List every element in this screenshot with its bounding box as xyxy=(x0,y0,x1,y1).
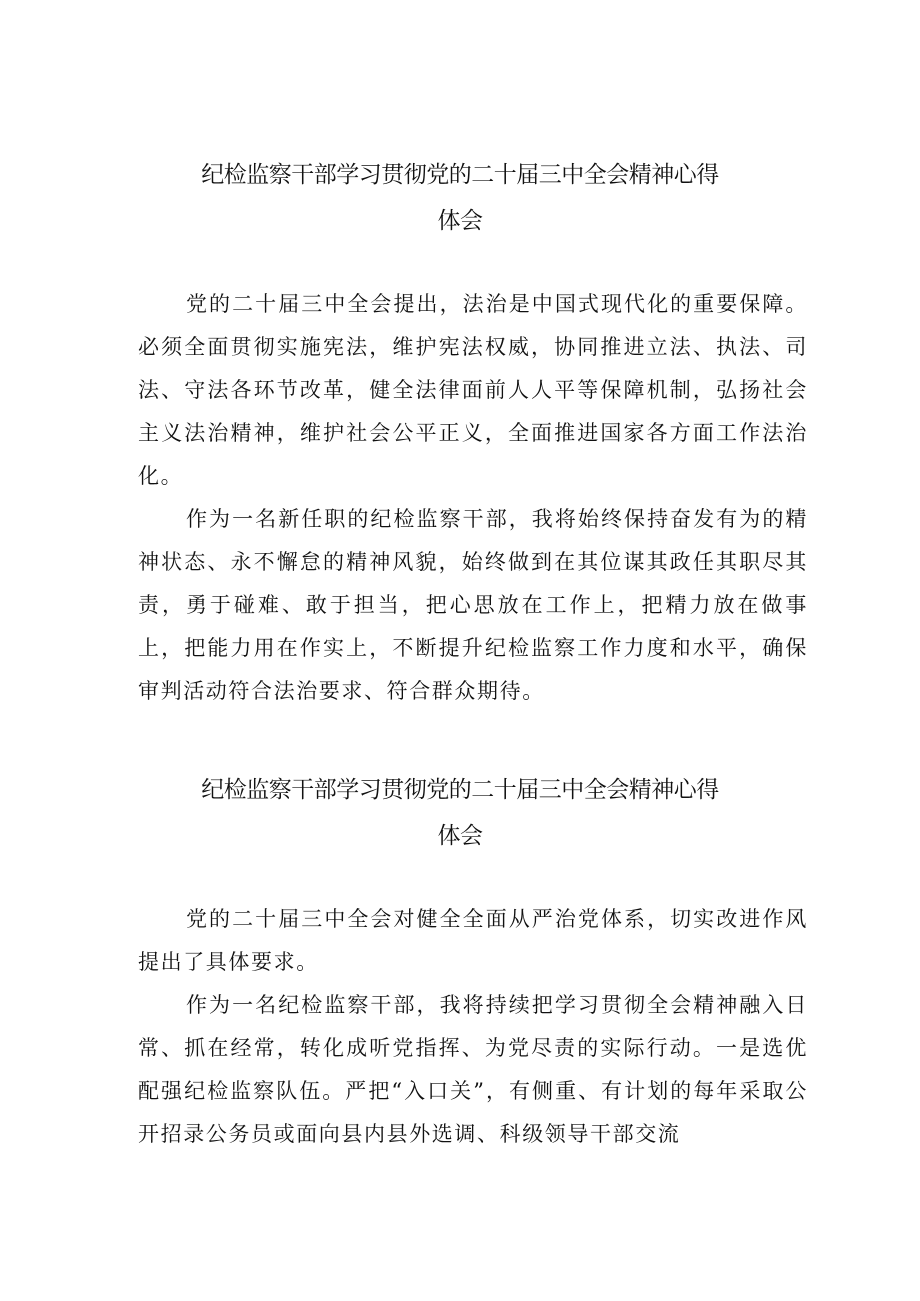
section-1-paragraph-1: 党的二十届三中全会提出，法治是中国式现代化的重要保障。必须全面贯彻实施宪法，维护宪法权威，协同推进立法、执法、司法、守法各环节改革，健全法律面前人人平等保障机制，弘扬社会主义法治精神，维护社会公平正义，全面推进国家各方面工作法治化。 xyxy=(138,292,808,488)
section-1-title-line-1: 纪检监察干部学习贯彻党的二十届三中全会精神心得 xyxy=(201,162,719,188)
section-2-title-line-1: 纪检监察干部学习贯彻党的二十届三中全会精神心得 xyxy=(201,777,719,803)
section-2-title-line-2: 体会 xyxy=(437,823,483,849)
section-2-paragraph-2: 作为一名纪检监察干部，我将持续把学习贯彻全会精神融入日常、抓在经常，转化成听党指挥、为党尽责的实际行动。一是选优配强纪检监察队伍。严把“入口关”，有侧重、有计划的每年采取公开招录公务员或面向县内县外选调、科级领导干部交流 xyxy=(138,993,808,1146)
section-1-title-line-2: 体会 xyxy=(437,208,483,234)
section-2-paragraph-1: 党的二十届三中全会对健全全面从严治党体系，切实改进作风提出了具体要求。 xyxy=(138,907,808,974)
section-1-title xyxy=(0,152,920,244)
section-1-body xyxy=(138,283,808,713)
section-1-paragraph-2: 作为一名新任职的纪检监察干部，我将始终保持奋发有为的精神状态、永不懈怠的精神风貌，始终做到在其位谋其政任其职尽其责，勇于碰难、敢于担当，把心思放在工作上，把精力放在做事上，把能力用在作实上，不断提升纪检监察工作力度和水平，确保审判活动符合法治要求、符合群众期待。 xyxy=(138,507,808,703)
section-2-body xyxy=(138,898,808,1156)
section-2-title xyxy=(0,767,920,859)
